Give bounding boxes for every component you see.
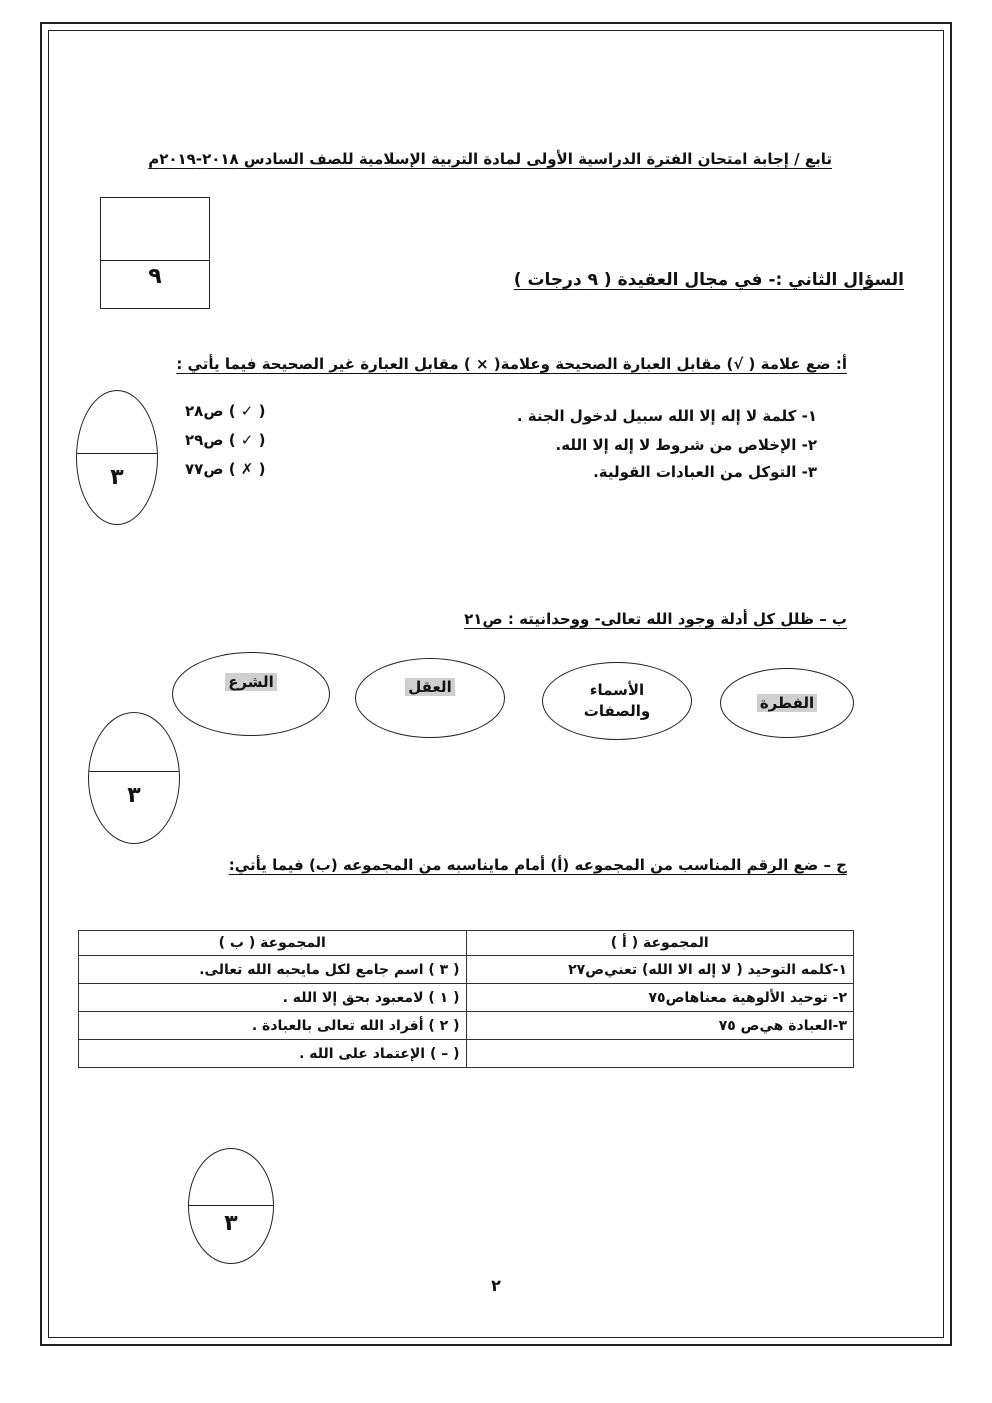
group-a-cell: ٢- توحيد الألوهية معناهاص٧٥ [466, 984, 854, 1012]
group-b-cell: ( ٣ ) اسم جامع لكل مايحبه الله تعالى. [79, 956, 467, 984]
group-a-cell: ١-كلمه التوحيد ( لا إله الا الله) تعنيص٢٧ [466, 956, 854, 984]
section-b-score: ٣ [127, 783, 141, 808]
table-header-row [79, 931, 854, 956]
group-b-cell: ( ١ ) لامعبود بحق إلا الله . [79, 984, 467, 1012]
matching-table [78, 930, 854, 1068]
statement-3: ٣- التوكل من العبادات القولية. [593, 463, 817, 481]
group-b-cell: ( – ) الإعتماد على الله . [79, 1040, 467, 1068]
oval-sharia-label: الشرع [225, 673, 277, 691]
section-a-title: أ: ضع علامة ( √) مقابل العبارة الصحيحة وعلامة( × ) مقابل العبارة غير الصحيحة فيما يأتي : [176, 355, 847, 373]
group-a-cell [466, 1040, 854, 1068]
header-title: تابع / إجابة امتحان الفترة الدراسية الأولى لمادة التربية الإسلامية للصف السادس ٢٠١٨-٢٠١٩م [148, 150, 832, 168]
oval-names-attributes[interactable] [542, 662, 692, 740]
page-ref: ص ٧٥ [718, 1017, 760, 1034]
section-c-score: ٣ [224, 1211, 238, 1236]
total-score-box [100, 197, 210, 309]
section-a-score-ellipse [76, 390, 158, 525]
total-score: ٩ [148, 264, 162, 289]
statement-1: ١- كلمة لا إله إلا الله سبيل لدخول الجنة . [516, 407, 817, 425]
statement-2: ٢- الإخلاص من شروط لا إله إلا الله. [555, 436, 817, 454]
section-b-score-ellipse [88, 712, 180, 844]
table-row [79, 1012, 854, 1040]
answer-1: ( ✓ ) ص٢٨ [185, 402, 266, 420]
answer-2: ( ✓ ) ص٢٩ [185, 431, 266, 449]
page-ref: ص٧٥ [648, 989, 685, 1006]
table-row [79, 984, 854, 1012]
section-c-score-ellipse [188, 1148, 274, 1264]
question2-title: السؤال الثاني :- في مجال العقيدة ( ٩ درجات ) [513, 270, 904, 290]
group-b-header: المجموعة ( ب ) [79, 931, 467, 956]
table-row [79, 956, 854, 984]
answer-3: ( ✗ ) ص٧٧ [185, 460, 266, 478]
section-c-title: ج – ضع الرقم المناسب من المجموعه (أ) أمام مايناسبه من المجموعه (ب) فيما يأتي: [228, 856, 847, 874]
section-b-title: ب – ظلل كل أدلة وجود الله تعالى- ووحدانيته : ص٢١ [464, 610, 847, 628]
group-a-cell: ٣-العبادة هيص ٧٥ [466, 1012, 854, 1040]
page-number: ٢ [491, 1276, 501, 1295]
section-a-score: ٣ [110, 465, 124, 490]
group-b-cell: ( ٢ ) أفراد الله تعالى بالعبادة . [79, 1012, 467, 1040]
page-ref: ص٢٧ [568, 961, 605, 978]
oval-sharia[interactable] [172, 652, 330, 736]
group-a-header: المجموعة ( أ ) [466, 931, 854, 956]
oval-fitra-label: الفطرة [757, 694, 817, 712]
oval-reason-label: العقل [405, 678, 454, 696]
oval-fitra[interactable] [720, 668, 854, 738]
oval-names-attributes-label: الأسماء والصفات [583, 681, 651, 720]
oval-reason[interactable] [355, 658, 505, 738]
table-row [79, 1040, 854, 1068]
